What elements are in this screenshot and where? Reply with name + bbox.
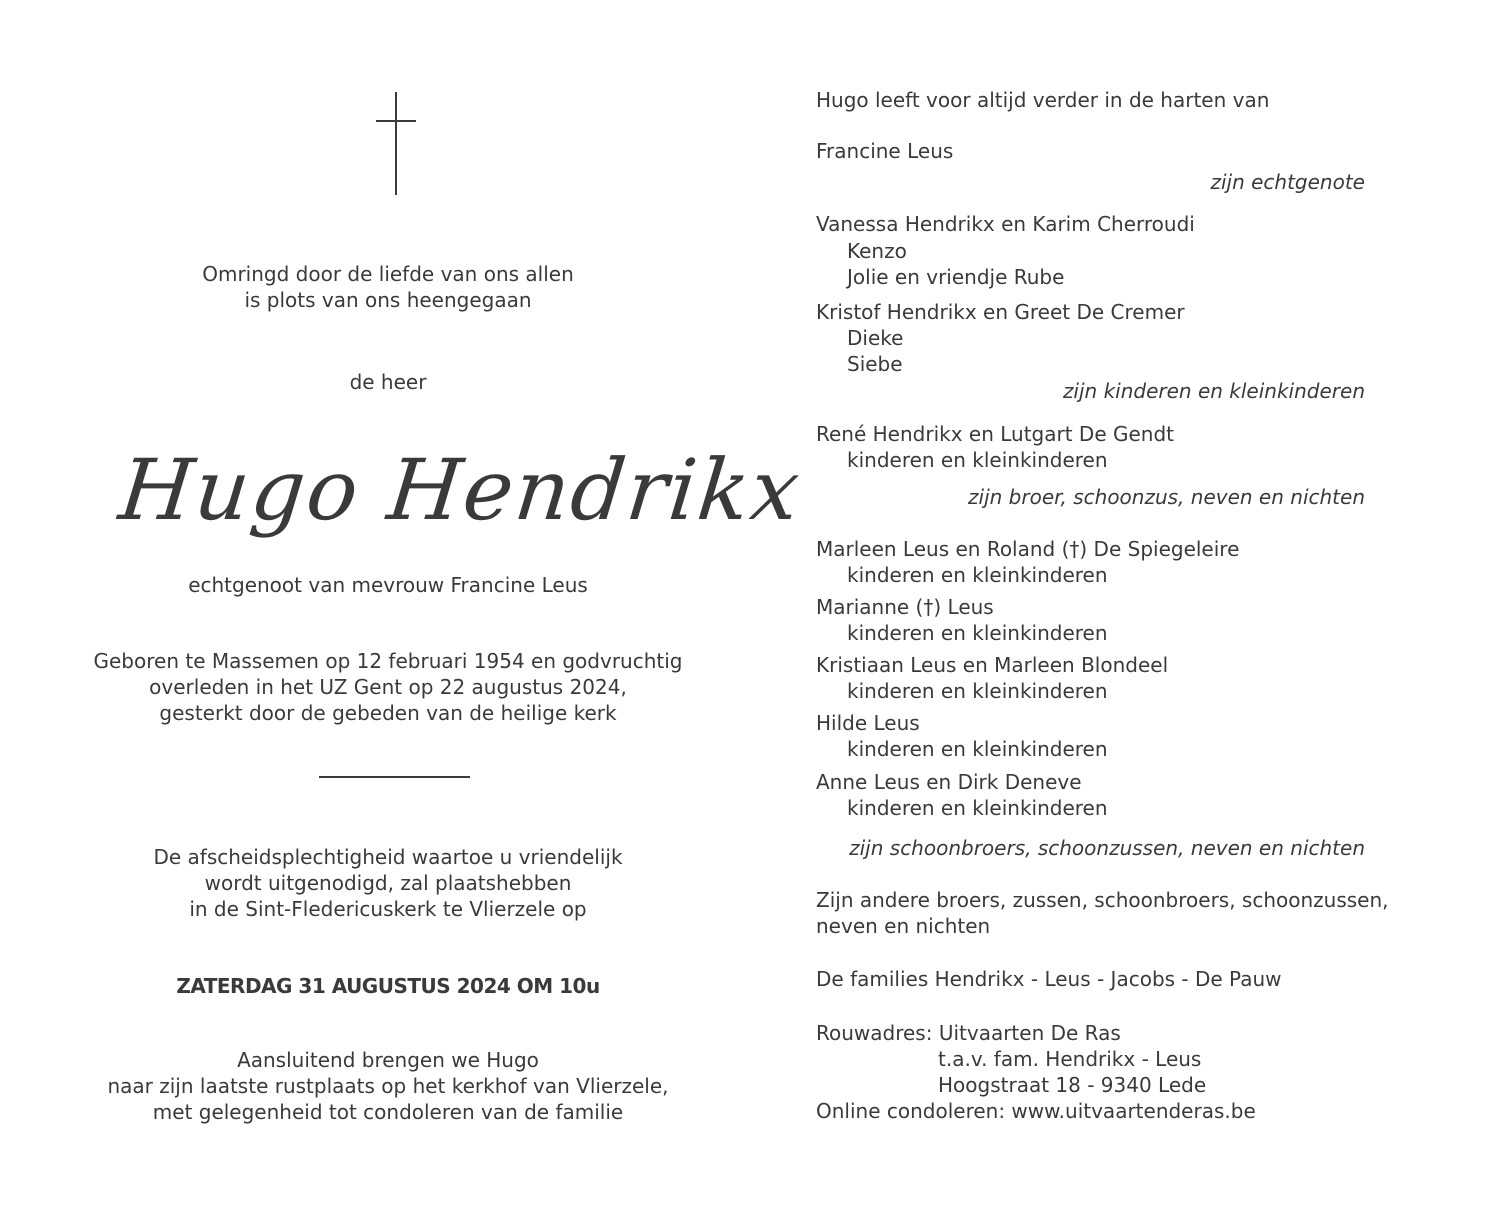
inlaw-1: Marleen Leus en Roland (†) De Spiegeleire	[816, 537, 1240, 561]
child-1: Vanessa Hendrikx en Karim Cherroudi	[816, 212, 1195, 236]
cross-icon	[395, 92, 397, 195]
grandchild-1-1: Kenzo	[847, 239, 907, 263]
burial-line-3: met gelegenheid tot condoleren van de familie	[152, 1100, 624, 1124]
ceremony-line-2: wordt uitgenodigd, zal plaatshebben	[204, 871, 572, 895]
inlaw-3-sub: kinderen en kleinkinderen	[847, 679, 1108, 703]
grandchild-1-2: Jolie en vriendje Rube	[847, 265, 1065, 289]
ceremony-line-3: in de Sint-Fledericuskerk te Vlierzele op	[189, 897, 587, 921]
signature-name: Hugo Hendrikx	[114, 441, 806, 539]
cross-icon-bar	[376, 120, 416, 122]
sibling-role: zijn broer, schoonzus, neven en nichten	[968, 485, 1365, 509]
spouse-line: echtgenoot van mevrouw Francine Leus	[188, 573, 588, 597]
intro-line-1: Omringd door de liefde van ons allen	[202, 262, 574, 286]
burial-line-1: Aansluitend brengen we Hugo	[237, 1048, 539, 1072]
ceremony-date: ZATERDAG 31 AUGUSTUS 2024 OM 10u	[176, 974, 600, 998]
ceremony-line-1: De afscheidsplechtigheid waartoe u vriendelijk	[153, 845, 623, 869]
online-condolences: Online condoleren: www.uitvaartenderas.be	[816, 1099, 1256, 1123]
spouse-role: zijn echtgenote	[1210, 170, 1365, 194]
sibling-1: René Hendrikx en Lutgart De Gendt	[816, 422, 1175, 446]
inlaw-3: Kristiaan Leus en Marleen Blondeel	[816, 653, 1169, 677]
burial-line-2: naar zijn laatste rustplaats op het kerkhof van Vlierzele,	[107, 1074, 669, 1098]
mourners-heading: Hugo leeft voor altijd verder in de harten van	[816, 88, 1270, 112]
divider	[319, 776, 470, 778]
grandchild-2-2: Siebe	[847, 352, 903, 376]
inlaw-4-sub: kinderen en kleinkinderen	[847, 737, 1108, 761]
inlaw-2: Marianne (†) Leus	[816, 595, 994, 619]
others-line-2: neven en nichten	[816, 914, 991, 938]
children-role: zijn kinderen en kleinkinderen	[1062, 379, 1365, 403]
inlaw-5-sub: kinderen en kleinkinderen	[847, 796, 1108, 820]
inlaw-4: Hilde Leus	[816, 711, 920, 735]
birth-line-1: Geboren te Massemen op 12 februari 1954 en godvruchtig	[93, 649, 683, 673]
grandchild-2-1: Dieke	[847, 326, 904, 350]
address-line-2: t.a.v. fam. Hendrikx - Leus	[938, 1047, 1202, 1071]
intro-line-2: is plots van ons heengegaan	[244, 288, 532, 312]
birth-line-2: overleden in het UZ Gent op 22 augustus 2024,	[149, 675, 627, 699]
inlaw-1-sub: kinderen en kleinkinderen	[847, 563, 1108, 587]
title-prefix: de heer	[349, 370, 427, 394]
address-line-3: Hoogstraat 18 - 9340 Lede	[938, 1073, 1207, 1097]
spouse-name: Francine Leus	[816, 139, 954, 163]
others-line-1: Zijn andere broers, zussen, schoonbroers, schoonzussen,	[816, 888, 1389, 912]
families-line: De families Hendrikx - Leus - Jacobs - De Pauw	[816, 967, 1282, 991]
birth-line-3: gesterkt door de gebeden van de heilige kerk	[159, 701, 617, 725]
inlaw-role: zijn schoonbroers, schoonzussen, neven en nichten	[849, 836, 1365, 860]
inlaw-5: Anne Leus en Dirk Deneve	[816, 770, 1082, 794]
sibling-1-sub: kinderen en kleinkinderen	[847, 448, 1108, 472]
inlaw-2-sub: kinderen en kleinkinderen	[847, 621, 1108, 645]
address-label: Rouwadres: Uitvaarten De Ras	[816, 1021, 1121, 1045]
child-2: Kristof Hendrikx en Greet De Cremer	[816, 300, 1185, 324]
